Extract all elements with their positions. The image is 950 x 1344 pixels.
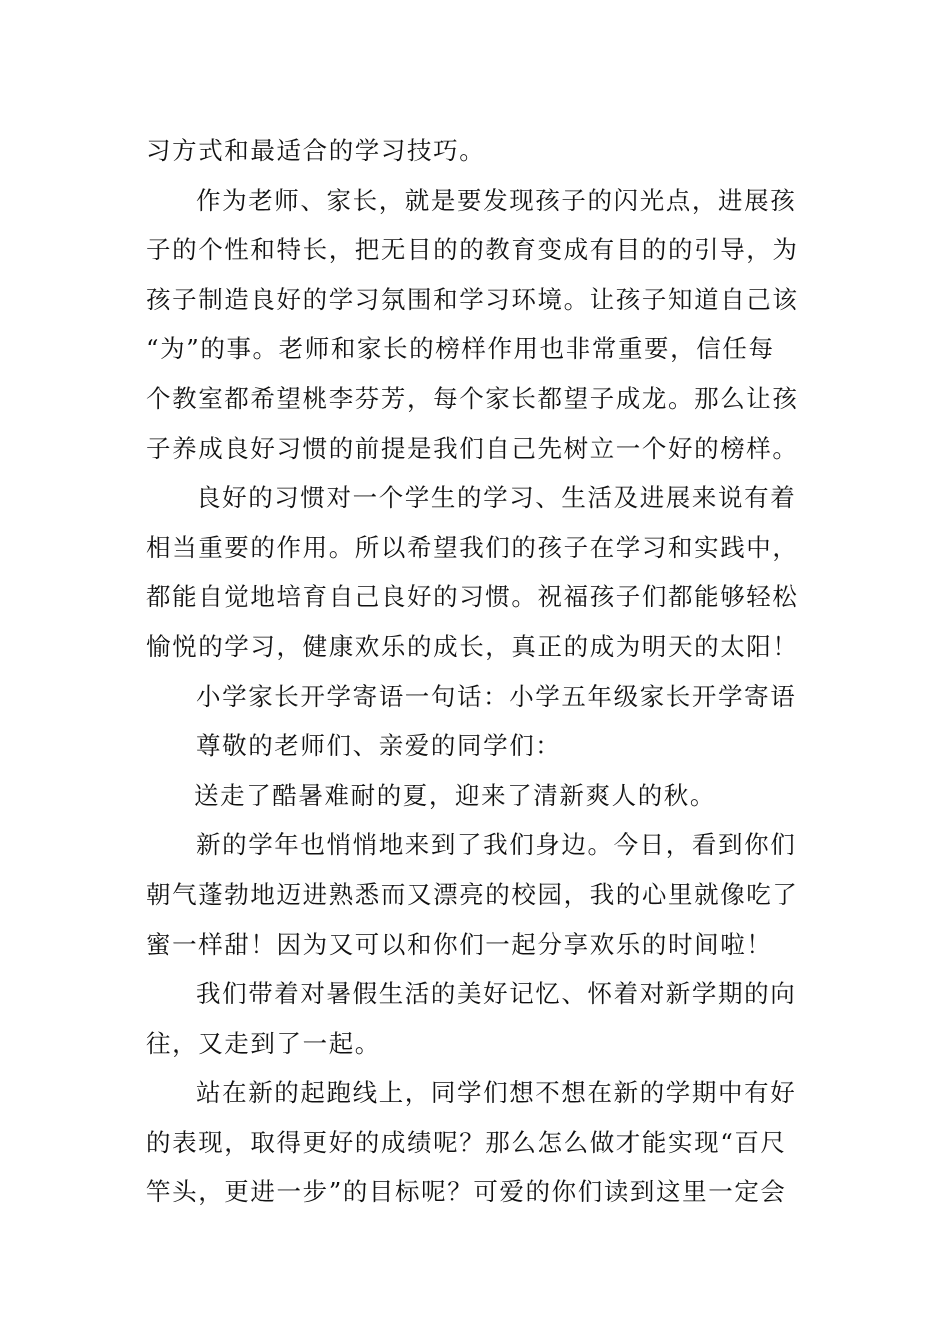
text-line: 竿头，更进一步”的目标呢？可爱的你们读到这里一定会 — [146, 1177, 787, 1207]
section-heading: 小学家长开学寄语一句话：小学五年级家长开学寄语 — [196, 681, 797, 711]
text-line: 往，又走到了一起。 — [146, 1028, 381, 1058]
text-line: 相当重要的作用。所以希望我们的孩子在学习和实践中， — [146, 532, 799, 562]
text-line: 子养成良好习惯的前提是我们自己先树立一个好的榜样。 — [146, 433, 799, 463]
text-line: 蜜一样甜！因为又可以和你们一起分享欢乐的时间啦！ — [146, 929, 773, 959]
paragraph-first-line: 送走了酷暑难耐的夏，迎来了清新爽人的秋。 — [194, 780, 716, 810]
text-line: 的表现，取得更好的成绩呢？那么怎么做才能实现“百尺 — [146, 1127, 787, 1157]
paragraph-first-line: 作为老师、家长，就是要发现孩子的闪光点，进展孩 — [196, 185, 797, 215]
document-body — [146, 126, 814, 1217]
paragraph-first-line: 我们带着对暑假生活的美好记忆、怀着对新学期的向 — [196, 979, 797, 1009]
text-line: 愉悦的学习，健康欢乐的成长，真正的成为明天的太阳！ — [146, 631, 799, 661]
text-line: “为”的事。老师和家长的榜样作用也非常重要，信任每 — [146, 334, 775, 364]
paragraph-first-line: 新的学年也悄悄地来到了我们身边。今日，看到你们 — [196, 830, 797, 860]
text-line: 子的个性和特长，把无目的的教育变成有目的的引导，为 — [146, 235, 799, 265]
text-line: 孩子制造良好的学习氛围和学习环境。让孩子知道自己该 — [146, 284, 799, 314]
text-line: 个教室都希望桃李芬芳，每个家长都望子成龙。那么让孩 — [146, 383, 799, 413]
salutation: 尊敬的老师们、亲爱的同学们： — [196, 731, 562, 761]
text-line: 都能自觉地培育自己良好的习惯。祝福孩子们都能够轻松 — [146, 582, 799, 612]
text-line: 朝气蓬勃地迈进熟悉而又漂亮的校园，我的心里就像吃了 — [146, 879, 799, 909]
paragraph-first-line: 站在新的起跑线上，同学们想不想在新的学期中有好 — [196, 1078, 797, 1108]
paragraph-first-line: 良好的习惯对一个学生的学习、生活及进展来说有着 — [196, 483, 797, 513]
text-line: 习方式和最适合的学习技巧。 — [146, 136, 486, 165]
